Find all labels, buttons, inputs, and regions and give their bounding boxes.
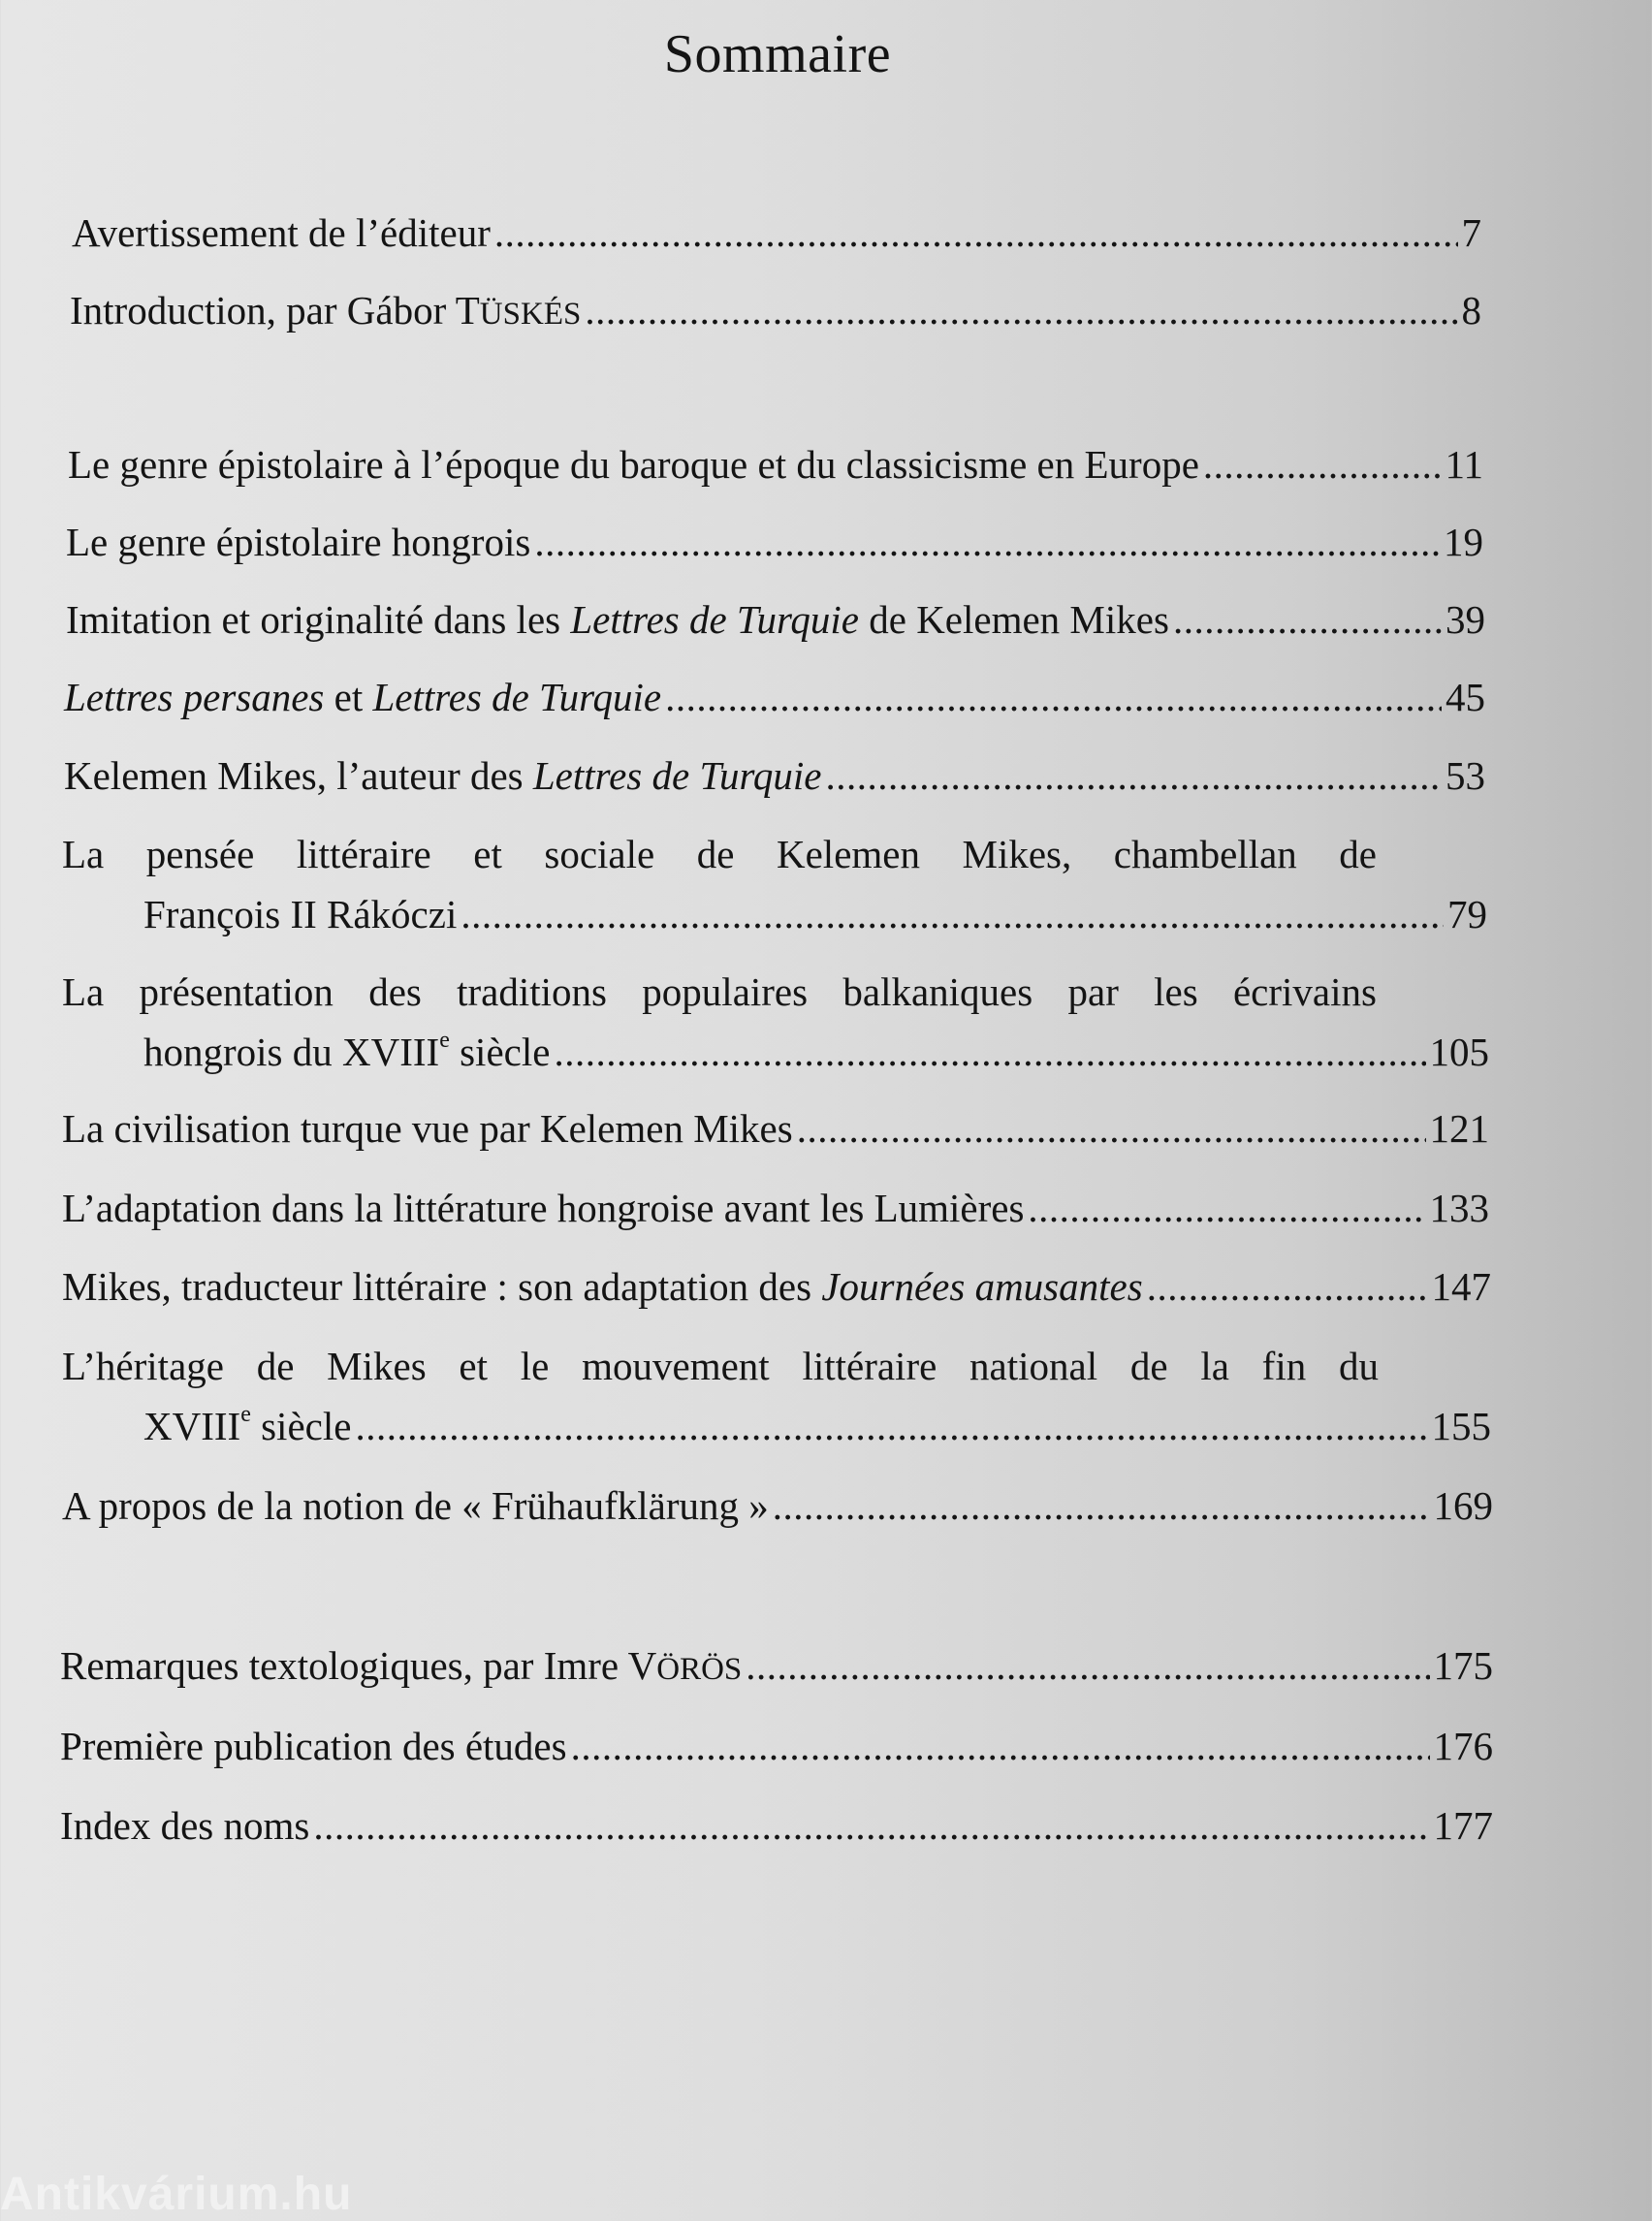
toc-entry xyxy=(68,435,1483,493)
toc-entry-page: 79 xyxy=(1447,892,1487,936)
leader-dots xyxy=(313,1796,1429,1855)
toc-entry-page: 11 xyxy=(1445,442,1483,487)
toc-entry-page: 169 xyxy=(1433,1483,1493,1528)
toc-entry-title-line2 xyxy=(62,1023,1489,1081)
toc-entry-title: Mikes, traducteur littéraire : son adaptation des Journées amusantes xyxy=(62,1264,1143,1309)
leader-dots xyxy=(1173,590,1442,649)
toc-entry-title: hongrois du XVIIIe siècle xyxy=(143,1028,551,1074)
leader-dots xyxy=(534,513,1440,571)
toc-entry-title-line2 xyxy=(62,885,1487,943)
toc-entry-title-line1: La pensée littéraire et sociale de Kelemen Mikes, chambellan de xyxy=(62,832,1377,876)
toc-entry-page: 133 xyxy=(1429,1186,1489,1230)
toc-entry-title: Première publication des études xyxy=(60,1724,567,1768)
watermark: Antikvárium.hu xyxy=(0,2169,353,2220)
toc-entry-title-line1: L’héritage de Mikes et le mouvement littéraire national de la fin du xyxy=(62,1344,1379,1388)
leader-dots xyxy=(585,281,1457,339)
toc-entry xyxy=(64,746,1485,805)
toc-entry-title: A propos de la notion de « Frühaufklärung » xyxy=(62,1483,769,1528)
toc-entry-title: Imitation et originalité dans les Lettres de Turquie de Kelemen Mikes xyxy=(66,597,1169,642)
toc-entry-title-line2 xyxy=(62,1397,1491,1455)
toc-entry xyxy=(62,1179,1489,1237)
toc-entry-title: Index des noms xyxy=(60,1803,310,1848)
toc-entry-page: 155 xyxy=(1431,1404,1491,1448)
leader-dots xyxy=(773,1476,1430,1535)
leader-dots xyxy=(571,1717,1430,1775)
toc-entry-title: XVIIIe siècle xyxy=(143,1402,352,1448)
toc-entry xyxy=(66,590,1485,649)
leader-dots xyxy=(494,204,1458,262)
leader-dots xyxy=(461,885,1444,943)
toc-entry-title: Le genre épistolaire hongrois xyxy=(66,520,531,564)
toc-entry xyxy=(62,1337,1491,1455)
toc-entry xyxy=(62,1257,1491,1316)
leader-dots xyxy=(826,746,1442,805)
toc-entry-page: 45 xyxy=(1446,675,1485,719)
page-title: Sommaire xyxy=(663,24,892,84)
toc-entry xyxy=(62,963,1489,1081)
toc-entry-title: L’adaptation dans la littérature hongroise avant les Lumières xyxy=(62,1186,1025,1230)
toc-entry xyxy=(60,1636,1493,1698)
toc-entry-page: 53 xyxy=(1446,753,1485,798)
toc-entry xyxy=(60,1796,1493,1855)
toc-entry-title: Introduction, par Gábor TÜSKÉS xyxy=(70,288,582,333)
toc-entry xyxy=(64,668,1485,726)
leader-dots xyxy=(797,1099,1426,1158)
toc-entry xyxy=(60,1717,1493,1775)
toc-entry xyxy=(72,204,1481,262)
toc-entry-page: 176 xyxy=(1433,1724,1493,1768)
toc-entry-page: 105 xyxy=(1429,1030,1489,1074)
toc-entry-page: 121 xyxy=(1429,1106,1489,1151)
toc-entry xyxy=(62,825,1487,943)
toc-entry-title: Le genre épistolaire à l’époque du baroque et du classicisme en Europe xyxy=(68,442,1199,487)
toc-entry-page: 8 xyxy=(1461,288,1481,333)
toc-entry-title: Lettres persanes et Lettres de Turquie xyxy=(64,675,662,719)
toc-entry xyxy=(62,1476,1493,1535)
toc-entry-page: 177 xyxy=(1433,1803,1493,1848)
toc-entry-title: Avertissement de l’éditeur xyxy=(72,210,491,255)
toc-entry-page: 7 xyxy=(1461,210,1481,255)
leader-dots xyxy=(665,668,1442,726)
leader-dots xyxy=(355,1397,1427,1455)
toc-entry-title: La civilisation turque vue par Kelemen Mikes xyxy=(62,1106,793,1151)
toc-entry-title-line1: La présentation des traditions populaires balkaniques par les écrivains xyxy=(62,969,1377,1014)
leader-dots xyxy=(554,1023,1425,1081)
leader-dots xyxy=(746,1636,1429,1695)
toc-entry-title: Remarques textologiques, par Imre VÖRÖS xyxy=(60,1643,743,1688)
leader-dots xyxy=(1147,1257,1428,1316)
leader-dots xyxy=(1203,435,1442,493)
toc-entry-title: Kelemen Mikes, l’auteur des Lettres de Turquie xyxy=(64,753,822,798)
toc-entry xyxy=(62,1099,1489,1158)
toc-entry xyxy=(66,513,1483,571)
toc-entry-page: 39 xyxy=(1446,597,1485,642)
toc-entry-page: 147 xyxy=(1431,1264,1491,1309)
toc-entry-title: François II Rákóczi xyxy=(143,892,458,936)
toc-entry-page: 19 xyxy=(1444,520,1483,564)
leader-dots xyxy=(1028,1179,1425,1237)
toc-entry xyxy=(70,281,1481,343)
toc-entry-page: 175 xyxy=(1433,1643,1493,1688)
